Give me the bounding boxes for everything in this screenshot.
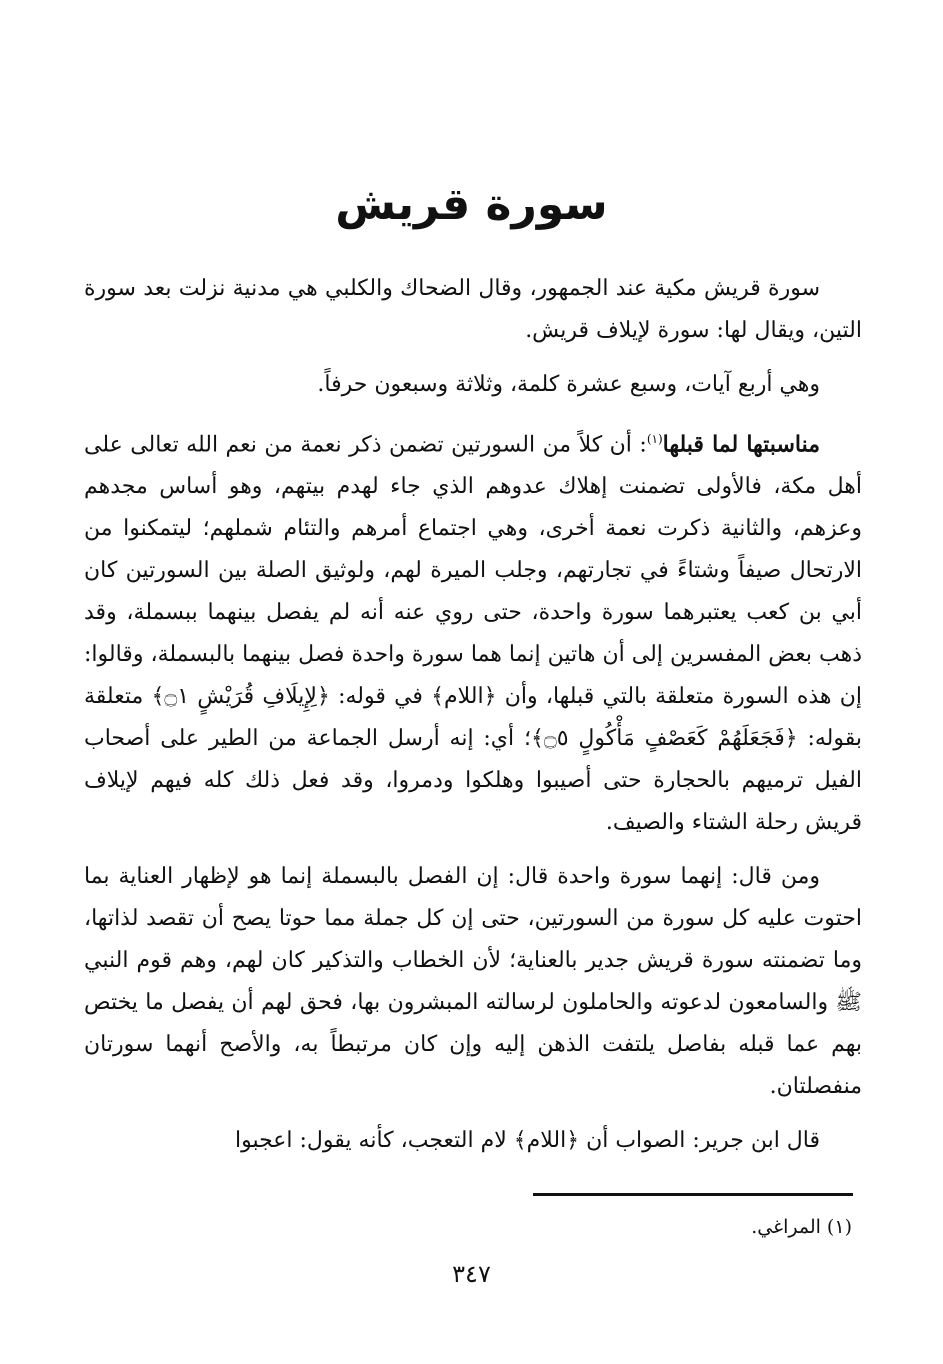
page-number: ٣٤٧ [452, 1260, 491, 1288]
footnote: (١) المراغي. [751, 1216, 852, 1238]
paragraph-intro: سورة قريش مكية عند الجمهور، وقال الضحاك والكلبي هي مدنية نزلت بعد سورة التين، ويقال لها: سورة لإيلاف قريش. [84, 276, 862, 343]
surah-title: سورة قريش [335, 179, 608, 230]
body-text [84, 268, 862, 1174]
paragraph-lead-heading: مناسبتها لما قبلها [662, 431, 821, 458]
paragraph-verse-count: وهي أربع آيات، وسبع عشرة كلمة، وثلاثة وسبعون حرفاً. [317, 372, 820, 397]
footnote-reference: (١) [646, 432, 663, 446]
paragraph-relation-text: : أن كلاً من السورتين تضمن ذكر نعمة من نعم الله تعالى على أهل مكة، فالأولى تضمنت إهلاك عدوهم الذي جاء لهدم بيتهم، وهو أساس مجدهم وعزهم، والثانية ذكرت نعمة أخرى، وهي اجتماع أمرهم والتئام شملهم؛ ليتمكنوا من الارتحال صيفاً وشتاءً في تجارتهم، وجلب الميرة لهم، ولوثيق الصلة بين السورتين كان أبي بن كعب يعتبرهما سورة واحدة، حتى روي عنه أنه لم يفصل بينهما ببسملة، وقد ذهب بعض المفسرين إلى أن هاتين إنما هما سورة واحدة فصل بينهما بالبسملة، وقالوا: إن هذه السورة متعلقة بالتي قبلها، وأن ﴿اللام﴾ في قوله: ﴿لِإِيلَافِ قُرَيْشٍ ۝١﴾ متعلقة بقوله: ﴿فَجَعَلَهُمْ كَعَصْفٍ مَأْكُولٍ ۝٥﴾؛ أي: إنه أرسل الجماعة من الطير على أصحاب الفيل ترميهم بالحجارة حتى أصيبوا وهلكوا ودمروا، وقد فعل ذلك كله فيهم لإيلاف قريش رحلة الشتاء والصيف. [84, 432, 862, 836]
paragraph-relation [84, 418, 862, 844]
paragraph-ibn-jarir: قال ابن جرير: الصواب أن ﴿اللام﴾ لام التعجب، كأنه يقول: اعجبوا [234, 1128, 820, 1154]
paragraph-single-surah-view: ومن قال: إنهما سورة واحدة قال: إن الفصل بالبسملة إنما هو لإظهار العناية بما احتوت عليه كل سورة من السورتين، حتى إن كل جملة مما حوتا يصح أن تقصد لذاتها، وما تضمنته سورة قريش جدير بالعناية؛ لأن الخطاب والتذكير كان لهم، وهم قوم النبي ﷺ والسامعون لدعوته والحاملون لرسالته المبشرون بها، فحق لهم أن يفصل ما يختص بهم عما قبله بفاصل يلتفت الذهن إليه وإن كان مرتبطاً به، والأصح أنهما سورتان منفصلتان. [84, 864, 862, 1100]
footnote-divider [533, 1193, 853, 1196]
